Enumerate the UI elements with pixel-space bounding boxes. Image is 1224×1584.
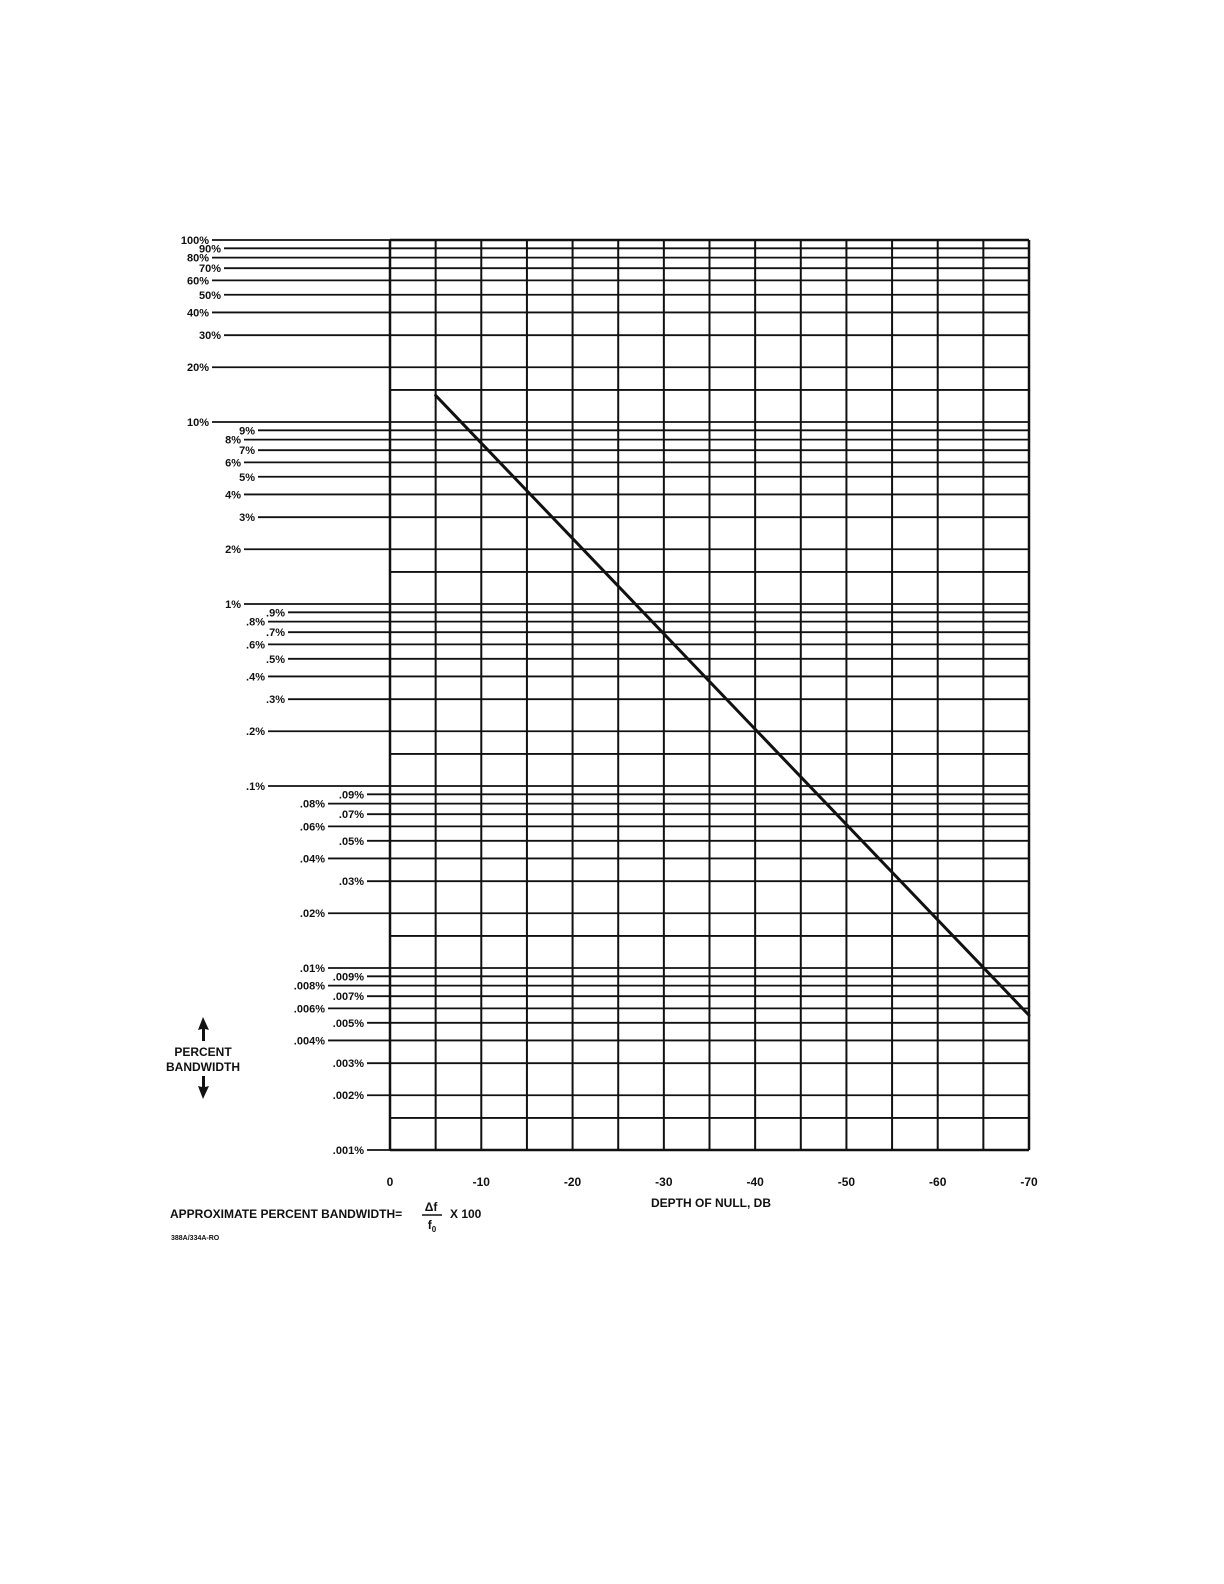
- y-axis-label-line-1: PERCENT: [174, 1045, 232, 1059]
- x-tick-label: -40: [746, 1175, 764, 1189]
- y-tick-label: .007%: [332, 991, 364, 1004]
- series: [436, 395, 1029, 1015]
- arrow-up-icon: [198, 1017, 209, 1041]
- arrow-down-icon: [198, 1076, 209, 1099]
- y-tick-label: .003%: [332, 1058, 364, 1071]
- formula-denominator-base: f: [427, 1218, 432, 1232]
- y-tick-label: .005%: [332, 1017, 364, 1030]
- y-tick-label: 7%: [239, 445, 255, 458]
- y-axis-ticks: [181, 235, 390, 1157]
- y-tick-label: .03%: [338, 876, 364, 889]
- formula-denominator-subscript: 0: [431, 1225, 437, 1234]
- y-tick-label: .05%: [338, 835, 364, 848]
- y-tick-label: .01%: [299, 963, 325, 975]
- y-tick-label: .009%: [332, 971, 364, 984]
- y-tick-label: .06%: [299, 821, 325, 834]
- formula-denominator: [428, 1218, 437, 1234]
- y-tick-label: .09%: [338, 789, 364, 802]
- y-tick-label: .08%: [299, 798, 325, 811]
- y-tick-label: 10%: [186, 417, 209, 429]
- y-tick-label: .7%: [266, 627, 285, 640]
- series-line: [436, 395, 1029, 1015]
- y-axis-label: [166, 1017, 240, 1099]
- grid: [390, 240, 1029, 1150]
- y-tick-label: .4%: [246, 671, 265, 684]
- formula-annotation: [170, 1200, 482, 1234]
- y-tick-label: .02%: [299, 908, 325, 921]
- y-tick-label: 20%: [186, 362, 209, 375]
- y-tick-label: .004%: [293, 1035, 325, 1048]
- y-tick-label: 60%: [186, 275, 209, 288]
- y-tick-label: 80%: [186, 252, 209, 265]
- formula-prefix: APPROXIMATE PERCENT BANDWIDTH=: [170, 1207, 403, 1221]
- y-tick-label: 2%: [225, 544, 241, 557]
- y-tick-label: .8%: [246, 616, 265, 629]
- x-axis-ticks: [387, 1175, 1038, 1189]
- figure-code: 388A/334A-RO: [171, 1235, 220, 1242]
- x-tick-label: -10: [472, 1175, 490, 1189]
- y-tick-label: .001%: [332, 1145, 364, 1157]
- y-tick-label: .1%: [246, 781, 265, 793]
- x-tick-label: -30: [655, 1175, 673, 1189]
- y-tick-label: 6%: [225, 457, 241, 470]
- y-tick-label: .006%: [293, 1003, 325, 1016]
- y-tick-label: .5%: [266, 653, 285, 666]
- y-tick-label: 30%: [198, 330, 221, 343]
- formula-numerator: Δf: [424, 1200, 438, 1214]
- x-axis-label: DEPTH OF NULL, DB: [651, 1196, 771, 1210]
- y-tick-label: 50%: [198, 289, 221, 302]
- y-axis-label-line-2: BANDWIDTH: [166, 1060, 240, 1074]
- y-tick-label: 100%: [180, 235, 209, 247]
- y-tick-label: 40%: [186, 307, 209, 320]
- y-tick-label: 1%: [225, 599, 241, 611]
- y-tick-label: 5%: [239, 471, 255, 484]
- y-tick-label: 3%: [239, 512, 255, 525]
- formula-suffix: X 100: [450, 1207, 482, 1221]
- y-tick-label: 70%: [198, 263, 221, 276]
- x-tick-label: -60: [929, 1175, 947, 1189]
- y-tick-label: .04%: [299, 853, 325, 866]
- x-tick-label: -70: [1020, 1175, 1038, 1189]
- x-tick-label: -50: [837, 1175, 856, 1189]
- y-tick-label: 8%: [225, 434, 241, 447]
- y-tick-label: .2%: [246, 726, 265, 739]
- y-tick-label: .002%: [332, 1090, 364, 1103]
- y-tick-label: 9%: [239, 425, 255, 438]
- y-tick-label: .008%: [293, 980, 325, 993]
- y-tick-label: 90%: [198, 243, 221, 256]
- x-tick-label: -20: [563, 1175, 582, 1189]
- x-tick-label: 0: [386, 1175, 394, 1189]
- y-tick-label: .9%: [266, 607, 285, 620]
- y-tick-label: .07%: [338, 809, 364, 822]
- y-tick-label: .6%: [246, 639, 265, 652]
- y-tick-label: .3%: [266, 694, 285, 707]
- y-tick-label: 4%: [225, 489, 241, 502]
